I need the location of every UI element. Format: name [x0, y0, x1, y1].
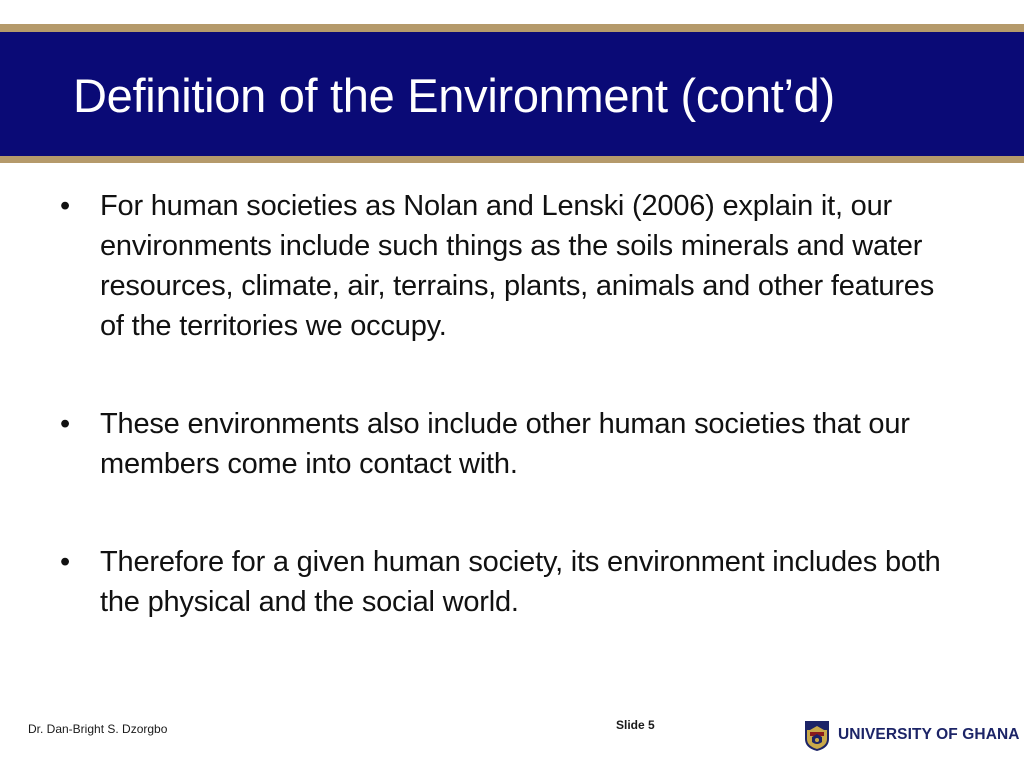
bullet-dot: •	[60, 408, 70, 440]
bullet-dot: •	[60, 190, 70, 222]
bullet-item	[56, 404, 956, 484]
bullet-text: Therefore for a given human society, its environment includes both the physical and the social world.	[100, 546, 941, 618]
header-top-stripe	[0, 24, 1024, 32]
header-bottom-stripe	[0, 156, 1024, 163]
bullet-text: For human societies as Nolan and Lenski (2006) explain it, our environments include such things as the soils minerals and water resources, climate, air, terrains, plants, animals and other features of the territories we occupy.	[100, 190, 935, 342]
slide-number: Slide 5	[616, 718, 655, 732]
bullet-list	[56, 186, 956, 622]
bullet-item	[56, 542, 956, 622]
footer-author: Dr. Dan-Bright S. Dzorgbo	[28, 722, 168, 736]
bullet-item	[56, 186, 956, 346]
bullet-text: These environments also include other human societies that our members come into contact with.	[100, 408, 910, 480]
university-logo	[804, 718, 1018, 756]
bullet-dot: •	[60, 546, 70, 578]
slide-title: Definition of the Environment (cont’d)	[73, 69, 835, 122]
university-name: UNIVERSITY OF GHANA	[838, 726, 1020, 743]
university-crest-icon	[804, 720, 830, 752]
